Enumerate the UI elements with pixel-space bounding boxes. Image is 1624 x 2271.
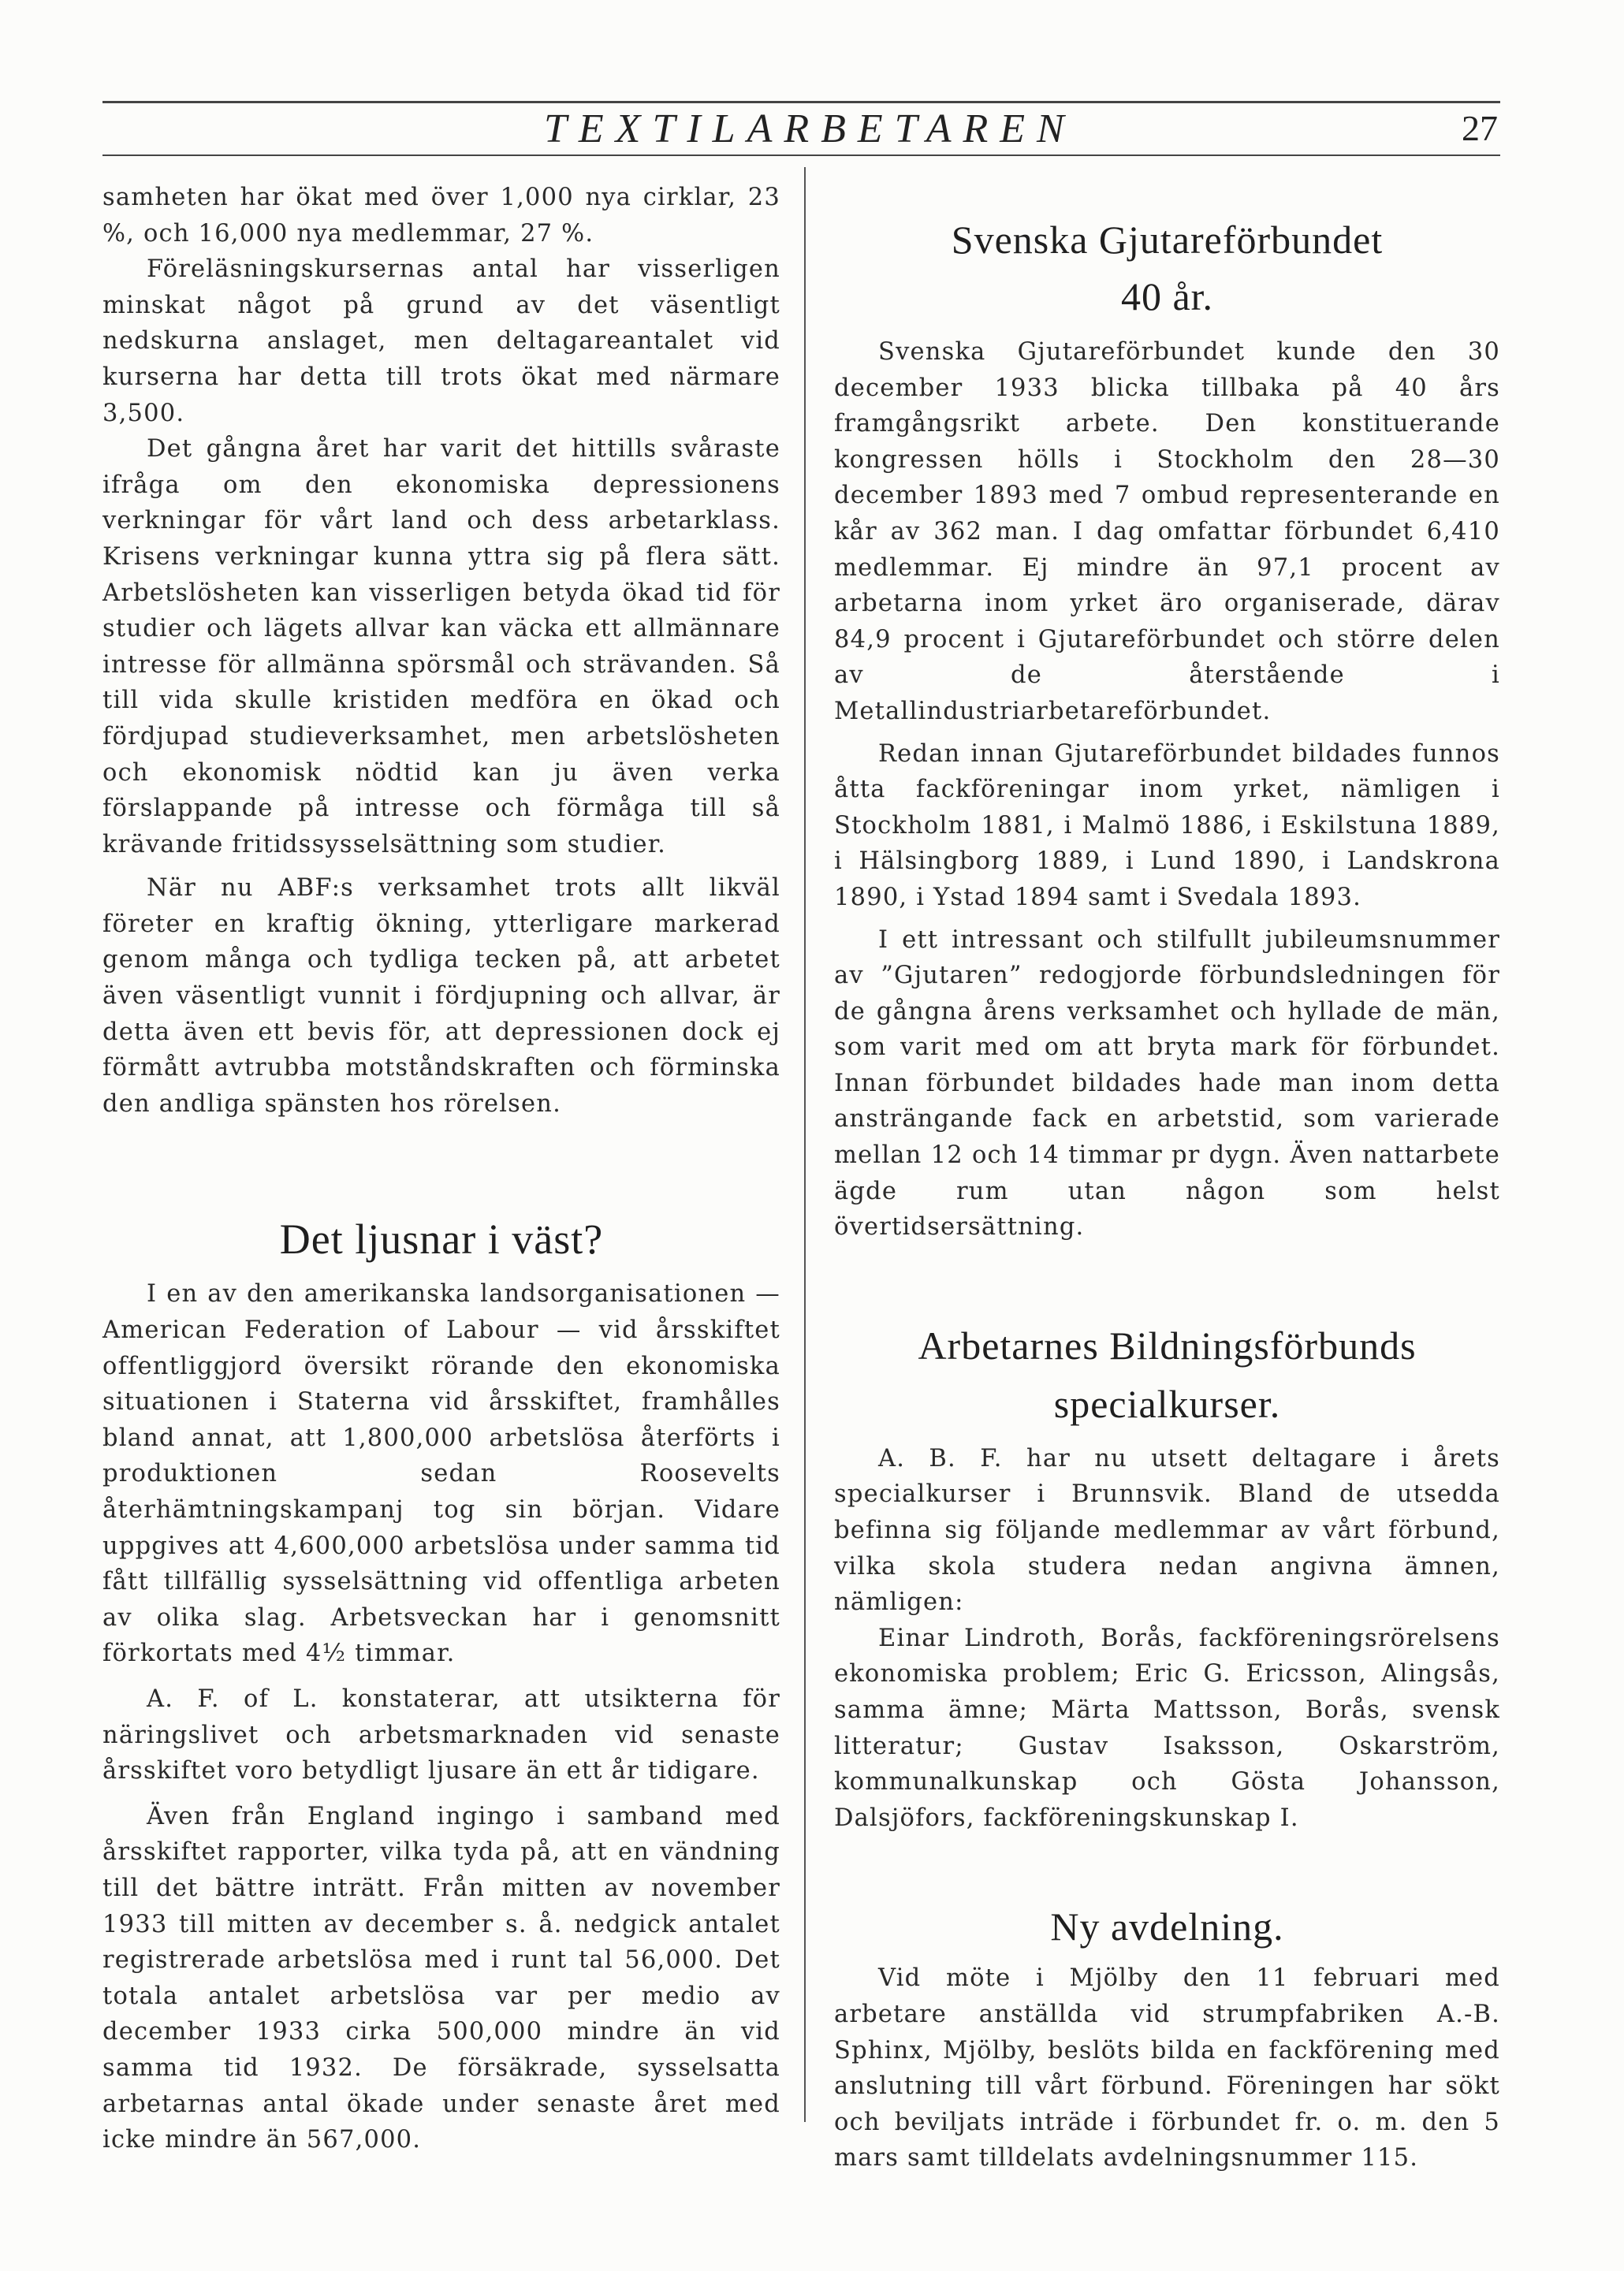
article-gjutareforbundet (834, 334, 1500, 1245)
column-divider (804, 167, 806, 2122)
article-ny-avdelning (834, 1960, 1500, 2176)
article-paragraph: I en av den amerikanska landsorganisationen — American Federation of Labour — vid årsskiftet offentliggjord översikt rörande den ekonomiska situationen i Staterna vid årsskiftet, framhålles bland annat, att 1,800,000 arbetslösa återförts i produktionen sedan Roosevelts återhämtningskampanj tog sin början. Vidare uppgives att 4,600,000 arbetslösa under samma tid fått tillfällig sysselsättning vid offentliga arbeten av olika slag. Arbetsveckan har i genomsnitt förkortats med 4½ timmar. (102, 1280, 780, 1668)
article-paragraph: Svenska Gjutareförbundet kunde den 30 december 1933 blicka tillbaka på 40 års framgångsrikt arbete. Den konstituerande kongressen hölls i Stockholm den 28—30 december 1893 med 7 ombud representerande en kår av 362 man. I dag omfattar förbundet 6,410 medlemmar. Ej mindre än 97,1 procent av arbetarna inom yrket äro organiserade, därav 84,9 procent i Gjutareförbundet och större delen av de återstående i Metallindustriarbetareförbundet. (834, 338, 1500, 725)
page-number: 27 (1462, 108, 1498, 148)
article-paragraph: Även från England ingingo i samband med årsskiftet rapporter, vilka tyda på, att en vändning till det bättre inträtt. Från mitten av november 1933 till mitten av december s. å. nedgick antalet registrerade arbetslösa med i runt tal 56,000. Det totala antalet arbetslösa var per medio av december 1933 cirka 500,000 mindre än vid samma tid 1932. De försäkrade, sysselsatta arbetarnas antal ökade under senaste året med icke mindre än 567,000. (102, 1802, 780, 2154)
article-paragraph: Einar Lindroth, Borås, fackföreningsrörelsens ekonomiska problem; Eric G. Ericsson, Alingsås, samma ämne; Märta Mattsson, Borås, svensk litteratur; Gustav Isaksson, Oskarström, kommunalkunskap och Gösta Johansson, Dalsjöfors, fackföreningskunskap I. (834, 1624, 1500, 1832)
article-paragraph: När nu ABF:s verksamhet trots allt likväl företer en kraftig ökning, ytterligare markerad genom många och tydliga tecken på, att arbetet även väsentligt vunnit i fördjupning och allvar, är detta även ett bevis för, att depressionen dock ej förmått avtrubba motståndskraften och förminska den andliga spänsten hos rörelsen. (102, 874, 780, 1118)
article-title-ny-avdelning: Ny avdelning. (1050, 1904, 1284, 1949)
article-paragraph: Redan innan Gjutareförbundet bildades funnos åtta fackföreningar inom yrket, nämligen i Stockholm 1881, i Malmö 1886, i Eskilstuna 1889, i Hälsingborg 1889, i Lund 1890, i Landskrona 1890, i Ystad 1894 samt i Svedala 1893. (834, 739, 1500, 911)
article-paragraph: Det gångna året har varit det hittills svåraste ifråga om den ekonomiska depressionens verkningar för vårt land och dess arbetarklass. Krisens verkningar kunna yttra sig på flera sätt. Arbetslösheten kan visserligen betyda ökad tid för studier och lägets allvar kan väcka ett allmännare intresse för allmänna spörsmål och strävanden. Så till vida skulle kristiden medföra en ökad och fördjupad studieverksamhet, men arbetslösheten och ekonomisk nödtid kan ju även verka förslappande på intresse och förmåga till så krävande fritidssysselsättning som studier. (102, 435, 780, 858)
title-line: 40 år. (1120, 274, 1214, 318)
article-paragraph: Vid möte i Mjölby den 11 februari med arbetare anställda vid strumpfabriken A.-B. Sphinx, Mjölby, beslöts bilda en fackförening med anslutning till vårt förbund. Föreningen har sökt och beviljats inträde i förbundet fr. o. m. den 5 mars samt tilldelats avdelningsnummer 115. (834, 1964, 1500, 2172)
title-line: specialkurser. (1053, 1381, 1281, 1426)
article-paragraph: samheten har ökat med över 1,000 nya cirklar, 23 %, och 16,000 nya medlemmar, 27 %. (102, 184, 780, 248)
article-bildningsforbund (834, 1441, 1500, 1837)
article-paragraph: A. B. F. har nu utsett deltagare i årets specialkurser i Brunnsvik. Bland de utsedda befinna sig följande medlemmar av vårt förbund, vilka skola studera nedan angivna ämnen, nämligen: (834, 1444, 1500, 1617)
header-top-rule (102, 101, 1500, 103)
running-title: TEXTILARBETAREN (544, 106, 1076, 151)
continued-article (102, 180, 780, 1122)
article-title-bildningsforbund (834, 1316, 1500, 1433)
right-column (834, 180, 1500, 2176)
article-paragraph: Föreläsningskursernas antal har visserligen minskat något på grund av det väsentligt nedskurna anslaget, men deltagareantalet vid kurserna har detta till trots ökat med närmare 3,500. (102, 255, 780, 427)
article-title-gjutareforbundet (834, 211, 1500, 325)
title-line: Arbetarnes Bildningsförbunds (918, 1323, 1417, 1368)
header-bottom-rule (102, 155, 1500, 156)
left-column (102, 180, 780, 2158)
article-det-ljusnar (102, 1276, 780, 2157)
title-line: Svenska Gjutareförbundet (951, 218, 1384, 262)
article-paragraph: A. F. of L. konstaterar, att utsikterna för näringslivet och arbetsmarknaden vid senaste årsskiftet voro betydligt ljusare än ett år tidigare. (102, 1685, 780, 1785)
article-paragraph: I ett intressant och stilfullt jubileumsnummer av ”Gjutaren” redogjorde förbundsledningen för de gångna årens verksamhet och hyllade de män, som varit med om att bryta mark för förbundet. Innan förbundet bildades hade man inom detta ansträngande fack en arbetstid, som varierade mellan 12 och 14 timmar pr dygn. Även nattarbete ägde rum utan någon som helst övertidsersättning. (834, 925, 1500, 1242)
article-title-det-ljusnar: Det ljusnar i väst? (279, 1216, 604, 1264)
